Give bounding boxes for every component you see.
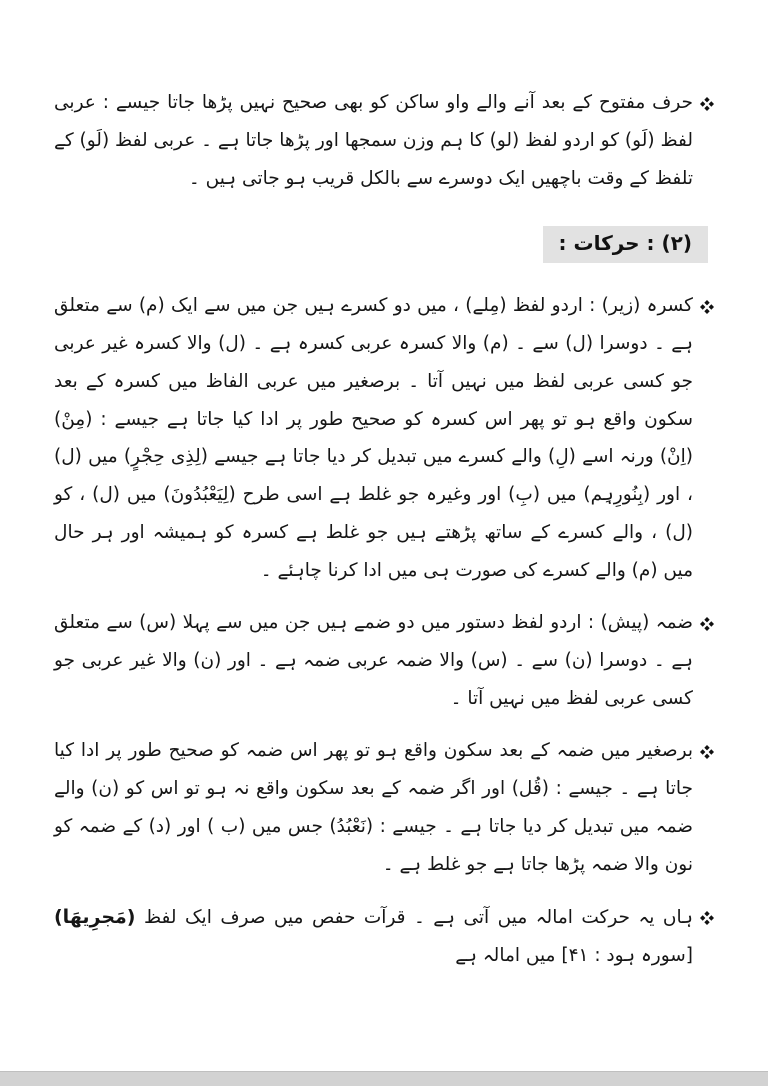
bullet-paragraph-damma-sukoon	[54, 732, 714, 884]
section-heading-harakat: (۲) : حرکات :	[543, 226, 708, 263]
bullet-paragraph-waw-sakin	[54, 84, 714, 198]
paragraph-text: ضمہ (پیش) : اردو لفظ دستور میں دو ضمے ہیں جن میں سے پہلا (س) سے متعلق ہے ۔ دوسرا (ن) سے ۔ (س) والا ضمہ عربی ضمہ ہے ۔ اور (ن) والا غیر عربی جو کسی عربی لفظ میں نہیں آتا ۔	[54, 612, 693, 709]
section-heading-row	[54, 226, 708, 263]
four-diamond-bullet-icon	[700, 911, 714, 925]
four-diamond-bullet-icon	[700, 617, 714, 631]
paragraph-text: برصغیر میں ضمہ کے بعد سکون واقع ہو تو پھر اس ضمہ کو صحیح طور پر ادا کیا جاتا ہے ۔ جیسے : (قُل) اور اگر ضمہ کے بعد سکون واقع نہ ہو تو اس کو (ن) والے ضمہ میں تبدیل کر دیا جاتا ہے ۔ جیسے : (نَعْبُدُ) جس میں (ب ) اور (د) کے ضمہ کو نون والا ضمہ پڑھا جاتا ہے جو غلط ہے ۔	[54, 739, 693, 875]
bullet-paragraph-damma	[54, 604, 714, 718]
scan-edge-strip	[0, 1071, 768, 1086]
four-diamond-bullet-icon	[700, 97, 714, 111]
paragraph-segment: [سورہ ہود : ۴۱] میں امالہ ہے	[455, 944, 693, 966]
page-content	[54, 84, 714, 988]
four-diamond-bullet-icon	[700, 300, 714, 314]
bullet-paragraph-kasra	[54, 287, 714, 590]
paragraph-segment: ہاں یہ حرکت امالہ میں آتی ہے ۔ قرآت حفص میں صرف ایک لفظ	[135, 906, 693, 928]
paragraph-text: کسرہ (زیر) : اردو لفظ (مِلے) ، میں دو کسرے ہیں جن میں سے ایک (م) سے متعلق ہے ۔ دوسرا (ل) سے ۔ (م) والا کسرہ عربی کسرہ ہے ۔ (ل) والا کسرہ غیر عربی جو کسی عربی لفظ میں نہیں آتا ۔ برصغیر میں عربی الفاظ میں کسرہ کے بعد سکون واقع ہو تو پھر اس کسرہ کو صحیح طور پر ادا کیا جاتا ہے جیسے : (مِنْ) (اِنْ) ورنہ اسے (لِ) والے کسرے میں تبدیل کر دیا جاتا ہے جیسے (لِذِی حِجْرٍ) میں (ل) ، اور (بِنُورِہِم) میں (بِ) اور وغیرہ جو غلط ہے اسی طرح (لِیَعْبُدُونَ) میں (ل) ، کو (ل) ، والے کسرے کے ساتھ پڑھتے ہیں جو غلط ہے کسرہ کو ہمیشہ اور ہر حال میں (م) والے کسرے کی صورت ہی میں ادا کرنا چاہئے ۔	[54, 294, 693, 582]
paragraph-text: حرف مفتوح کے بعد آنے والے واو ساکن کو بھی صحیح نہیں پڑھا جاتا جیسے : عربی لفظ (لَو) کو اردو لفظ (لو) کا ہم وزن سمجھا اور پڑھا جاتا ہے ۔ عربی لفظ (لَو) کے تلفظ کے وقت باچھیں ایک دوسرے سے بالکل قریب ہو جاتی ہیں ۔	[54, 92, 693, 189]
four-diamond-bullet-icon	[700, 745, 714, 759]
bullet-paragraph-imalah	[54, 898, 714, 975]
paragraph-text	[54, 898, 693, 975]
quran-word-majreha: (مَجرِيهَا)	[54, 905, 136, 928]
